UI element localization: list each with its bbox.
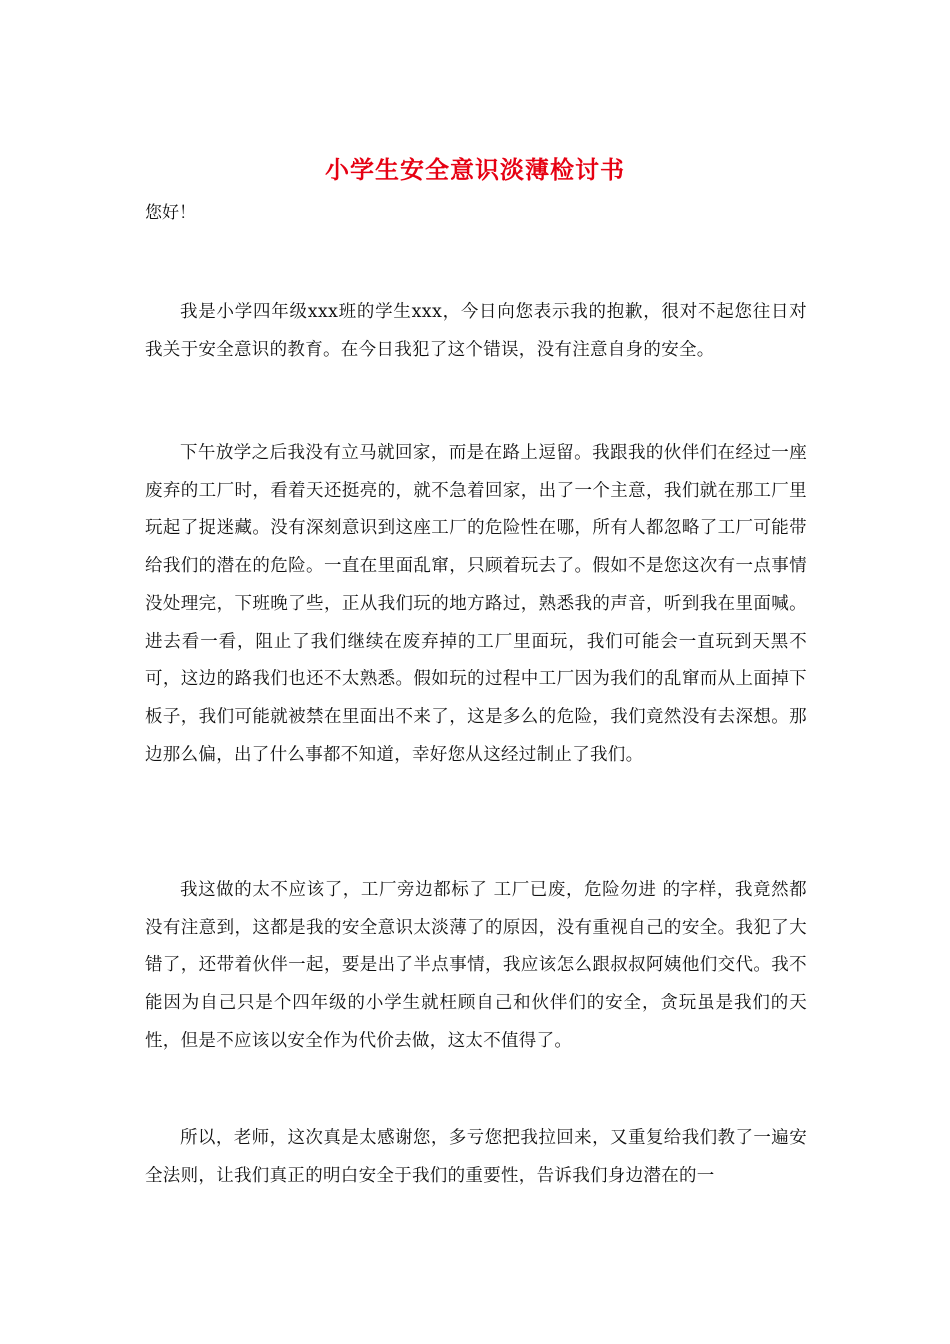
paragraph-4: 所以，老师，这次真是太感谢您，多亏您把我拉回来，又重复给我们教了一遍安全法则，让我们真正的明白安全于我们的重要性，告诉我们身边潜在的一	[145, 1128, 807, 1186]
paragraph-1: 我是小学四年级xxx班的学生xxx，今日向您表示我的抱歉，很对不起您往日对我关于安全意识的教育。在今日我犯了这个错误，没有注意自身的安全。	[145, 302, 807, 360]
salutation: 您好！	[145, 203, 196, 223]
paragraph-2: 下午放学之后我没有立马就回家，而是在路上逗留。我跟我的伙伴们在经过一座废弃的工厂时，看着天还挺亮的，就不急着回家，出了一个主意，我们就在那工厂里玩起了捉迷藏。没有深刻意识到这座工厂的危险性在哪，所有人都忽略了工厂可能带给我们的潜在的危险。一直在里面乱窜，只顾着玩去了。假如不是您这次有一点事情没处理完，下班晚了些，正从我们玩的地方路过，熟悉我的声音，听到我在里面喊。进去看一看，阻止了我们继续在废弃掉的工厂里面玩，我们可能会一直玩到天黑不可，这边的路我们也还不太熟悉。假如玩的过程中工厂因为我们的乱窜而从上面掉下板子，我们可能就被禁在里面出不来了，这是多么的危险，我们竟然没有去深想。那边那么偏，出了什么事都不知道，幸好您从这经过制止了我们。	[145, 443, 807, 765]
document-title: 小学生安全意识淡薄检讨书	[325, 155, 625, 184]
paragraph-3: 我这做的太不应该了，工厂旁边都标了 工厂已废，危险勿进 的字样，我竟然都没有注意到，这都是我的安全意识太淡薄了的原因，没有重视自己的安全。我犯了大错了，还带着伙伴一起，要是出了半点事情，我应该怎么跟叔叔阿姨他们交代。我不能因为自己只是个四年级的小学生就枉顾自己和伙伴们的安全，贪玩虽是我们的天性，但是不应该以安全作为代价去做，这太不值得了。	[145, 880, 807, 1051]
